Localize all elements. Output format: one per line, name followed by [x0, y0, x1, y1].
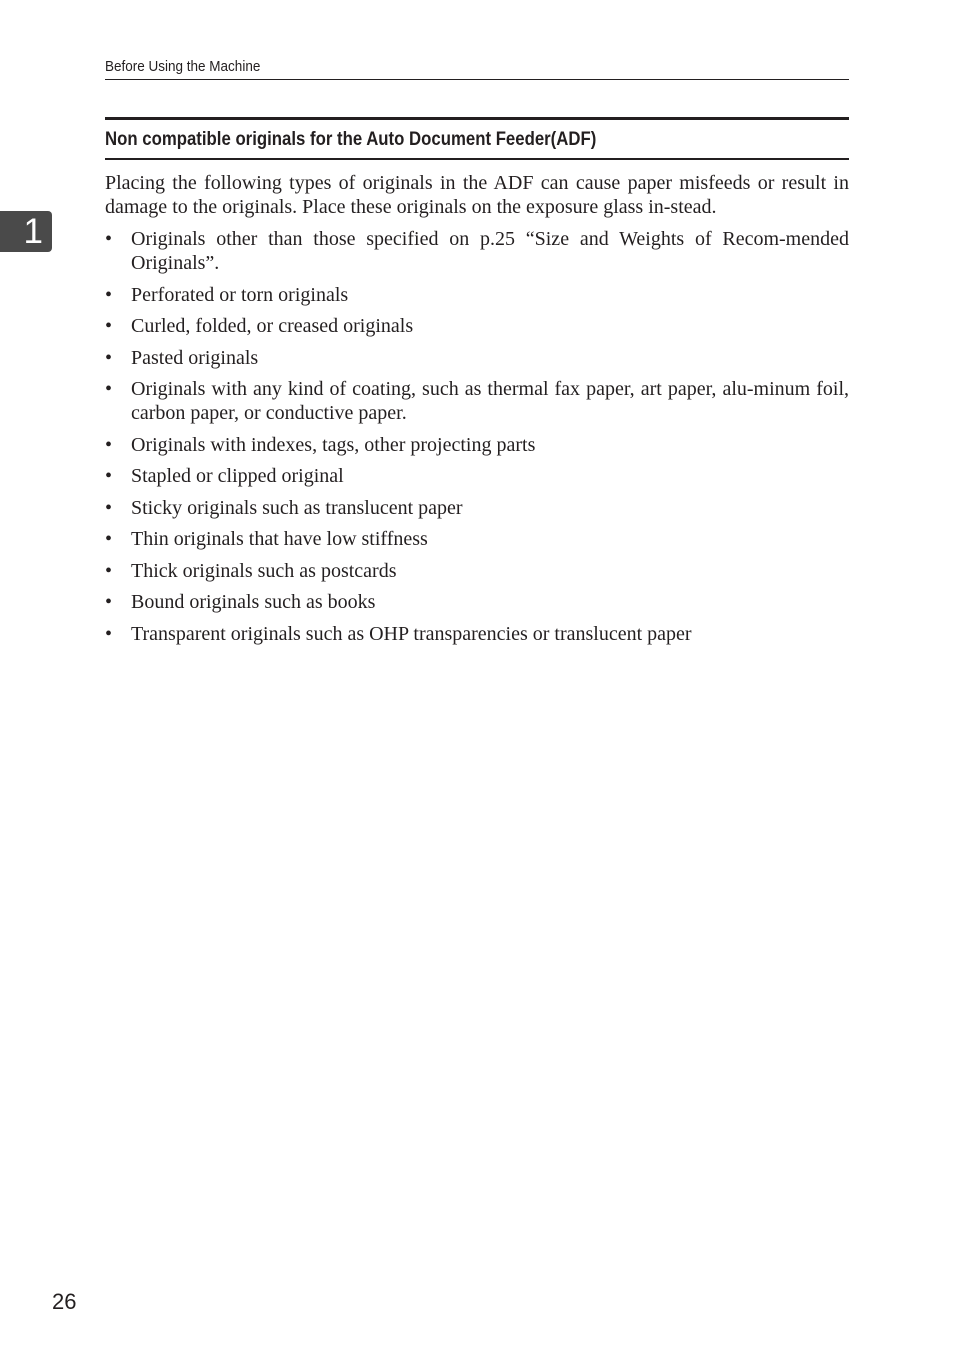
bullet-icon: • [105, 622, 113, 645]
bullet-icon: • [105, 591, 113, 613]
list-item [105, 283, 849, 307]
bullet-icon: • [105, 496, 113, 519]
list-item-text: Sticky originals such as translucent paper [131, 496, 463, 519]
bullet-icon: • [105, 315, 113, 337]
page-number: 26 [52, 1289, 77, 1314]
bullet-icon: • [105, 433, 113, 456]
bullet-icon: • [105, 346, 113, 369]
list-item [105, 227, 849, 275]
bullet-icon: • [105, 228, 113, 250]
bullet-list [105, 227, 849, 646]
bullet-icon: • [105, 528, 113, 550]
list-item-text: Originals with any kind of coating, such as thermal fax paper, art paper, alu-minum foil, carbon paper, or conductive paper. [131, 378, 849, 424]
running-header: Before Using the Machine [105, 58, 261, 75]
list-item-text: Originals other than those specified on p.25 “Size and Weights of Recom-mended Originals”. [131, 228, 849, 274]
section-rule-top [105, 117, 849, 120]
body-text [105, 171, 849, 653]
bullet-icon: • [105, 559, 113, 582]
header-rule [105, 79, 849, 80]
list-item-text: Transparent originals such as OHP transparencies or translucent paper [131, 622, 692, 645]
list-item [105, 433, 849, 457]
list-item-text: Thick originals such as postcards [131, 559, 397, 582]
list-item [105, 622, 849, 646]
list-item [105, 377, 849, 425]
list-item-text: Originals with indexes, tags, other projecting parts [131, 433, 536, 456]
list-item [105, 590, 849, 614]
list-item [105, 346, 849, 370]
list-item-text: Stapled or clipped original [131, 465, 344, 487]
list-item [105, 527, 849, 551]
section-rule-bottom [105, 158, 849, 160]
bullet-icon: • [105, 378, 113, 400]
bullet-icon: • [105, 465, 113, 487]
intro-paragraph: Placing the following types of originals in the ADF can cause paper misfeeds or result in damage to the originals. Place these originals on the exposure glass in-stead. [105, 172, 849, 218]
list-item-text: Perforated or torn originals [131, 283, 349, 306]
chapter-tab [0, 211, 52, 252]
chapter-number: 1 [23, 212, 43, 251]
list-item [105, 464, 849, 488]
list-item-text: Curled, folded, or creased originals [131, 315, 414, 337]
list-item [105, 496, 849, 520]
list-item-text: Bound originals such as books [131, 591, 376, 613]
list-item-text: Pasted originals [131, 346, 259, 369]
bullet-icon: • [105, 283, 113, 306]
list-item [105, 314, 849, 338]
list-item [105, 559, 849, 583]
list-item-text: Thin originals that have low stiffness [131, 528, 428, 550]
section-title: Non compatible originals for the Auto Document Feeder(ADF) [105, 128, 597, 150]
